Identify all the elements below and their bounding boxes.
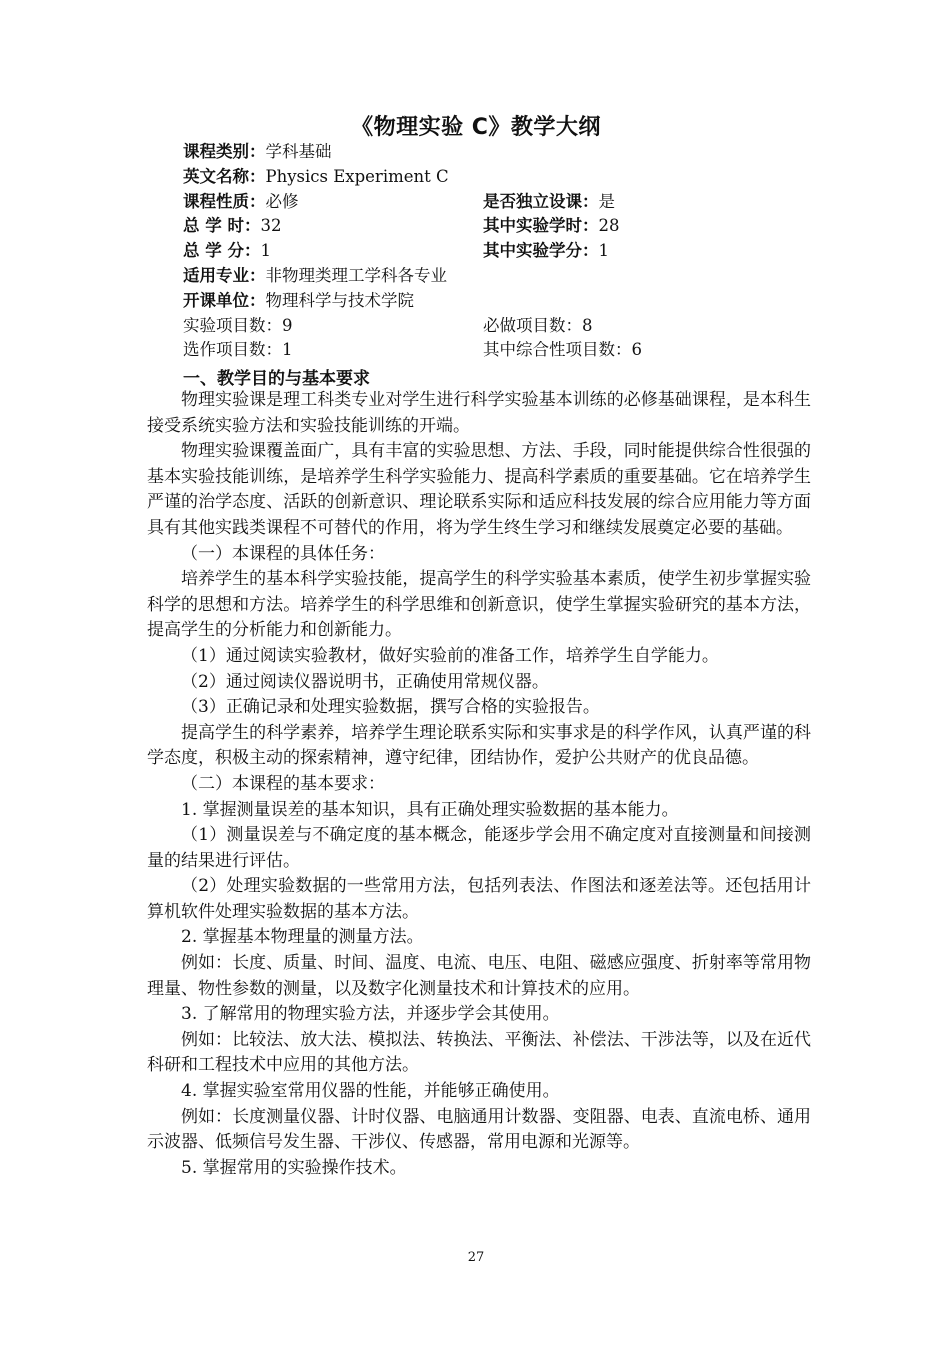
info-col2 [483,214,620,239]
paragraph: 提高学生的科学素养，培养学生理论联系实际和实事求是的科学作风，认真严谨的科学态度，积极主动的探索精神，遵守纪律，团结协作，爱护公共财产的优良品德。 [147,722,811,769]
paragraph: 1. 掌握测量误差的基本知识，具有正确处理实验数据的基本能力。 [181,799,679,820]
paragraph: 3. 了解常用的物理实验方法，并逐步学会其使用。 [181,1004,560,1025]
info-row [183,140,823,165]
info-label: 适用专业： [183,265,266,285]
info-label: 选作项目数： [183,340,282,360]
info-row [183,314,823,339]
info-row [183,165,823,190]
info-value: 是 [598,191,615,211]
paragraph: （2）通过阅读仪器说明书，正确使用常规仪器。 [181,671,549,692]
page-number: 27 [467,1250,485,1265]
info-value: 物理科学与技术学院 [265,290,414,310]
info-row [183,190,823,215]
paragraph: （2）处理实验数据的一些常用方法，包括列表法、作图法和逐差法等。还包括用计算机软件处理实验数据的基本方法。 [147,876,811,922]
paragraph: 物理实验课是理工科类专业对学生进行科学实验基本训练的必修基础课程，是本科生接受系统实验方法和实验技能训练的开端。 [147,390,811,436]
info-row [183,264,823,289]
info-row [183,239,823,264]
info-label: 英文名称： [183,166,266,186]
info-col2 [483,190,615,215]
section-heading: 一、教学目的与基本要求 [183,369,370,389]
body-text [147,388,811,1181]
info-label: 开课单位： [183,290,266,310]
info-label: 总 学 分： [183,241,261,261]
info-label: 课程类别： [183,142,266,161]
info-row [183,338,823,363]
paragraph: 例如：长度测量仪器、计时仪器、电脑通用计数器、变阻器、电表、直流电桥、通用示波器、低频信号发生器、干涉仪、传感器，常用电源和光源等。 [147,1106,811,1153]
info-value: 1 [598,241,609,261]
info-col2 [483,239,609,264]
info-value: 9 [282,315,293,335]
document-title: 《物理实验 C》教学大纲 [351,115,601,140]
paragraph: 培养学生的基本科学实验技能，提高学生的科学实验基本素质，使学生初步掌握实验科学的思想和方法。培养学生的科学思维和创新意识，使学生掌握实验研究的基本方法，提高学生的分析能力和创新能力。 [147,569,811,641]
info-col2 [483,314,593,339]
info-value: 28 [598,216,620,236]
info-label: 实验项目数： [183,315,282,335]
info-value: 学科基础 [265,142,332,161]
info-value: 6 [631,340,642,360]
paragraph: （1）测量误差与不确定度的基本概念，能逐步学会用不确定度对直接测量和间接测量的结果进行评估。 [147,825,811,871]
info-value: 必修 [265,191,299,211]
paragraph: 例如：长度、质量、时间、温度、电流、电压、电阻、磁感应强度、折射率等常用物理量、物性参数的测量，以及数字化测量技术和计算技术的应用。 [147,953,811,999]
paragraph: （3）正确记录和处理实验数据，撰写合格的实验报告。 [181,697,600,718]
paragraph: 4. 掌握实验室常用仪器的性能，并能够正确使用。 [181,1081,560,1102]
info-label: 其中综合性项目数： [483,340,632,360]
info-row [183,289,823,314]
info-value: 8 [582,315,593,335]
info-value: 非物理类理工学科各专业 [265,265,447,285]
paragraph: （一）本课程的具体任务： [181,543,385,564]
info-label: 总 学 时： [183,216,261,236]
info-label: 课程性质： [183,191,266,211]
info-label: 必做项目数： [483,315,582,335]
info-value: 32 [260,216,282,236]
info-row [183,214,823,239]
paragraph: （1）通过阅读实验教材，做好实验前的准备工作，培养学生自学能力。 [181,645,719,666]
paragraph: 2. 掌握基本物理量的测量方法。 [181,927,424,948]
info-label: 是否独立设课： [483,191,599,211]
info-label: 其中实验学时： [483,216,599,236]
paragraph: 物理实验课覆盖面广，具有丰富的实验思想、方法、手段，同时能提供综合性很强的基本实验技能训练，是培养学生科学实验能力、提高科学素质的重要基础。它在培养学生严谨的治学态度、活跃的创新意识、理论联系实际和适应科技发展的综合应用能力等方面具有其他实践类课程不可替代的作用，将为学生终生学习和继续发展奠定必要的基础。 [147,441,811,538]
paragraph: （二）本课程的基本要求： [181,773,385,794]
info-label: 其中实验学分： [483,241,599,261]
paragraph: 例如：比较法、放大法、模拟法、转换法、平衡法、补偿法、干涉法等，以及在近代科研和工程技术中应用的其他方法。 [147,1029,811,1076]
info-value: 1 [282,340,293,360]
info-value: 1 [260,241,271,261]
info-value: Physics Experiment C [265,166,449,186]
course-info [183,140,823,363]
info-col2 [483,338,642,363]
paragraph: 5. 掌握常用的实验操作技术。 [181,1157,407,1178]
